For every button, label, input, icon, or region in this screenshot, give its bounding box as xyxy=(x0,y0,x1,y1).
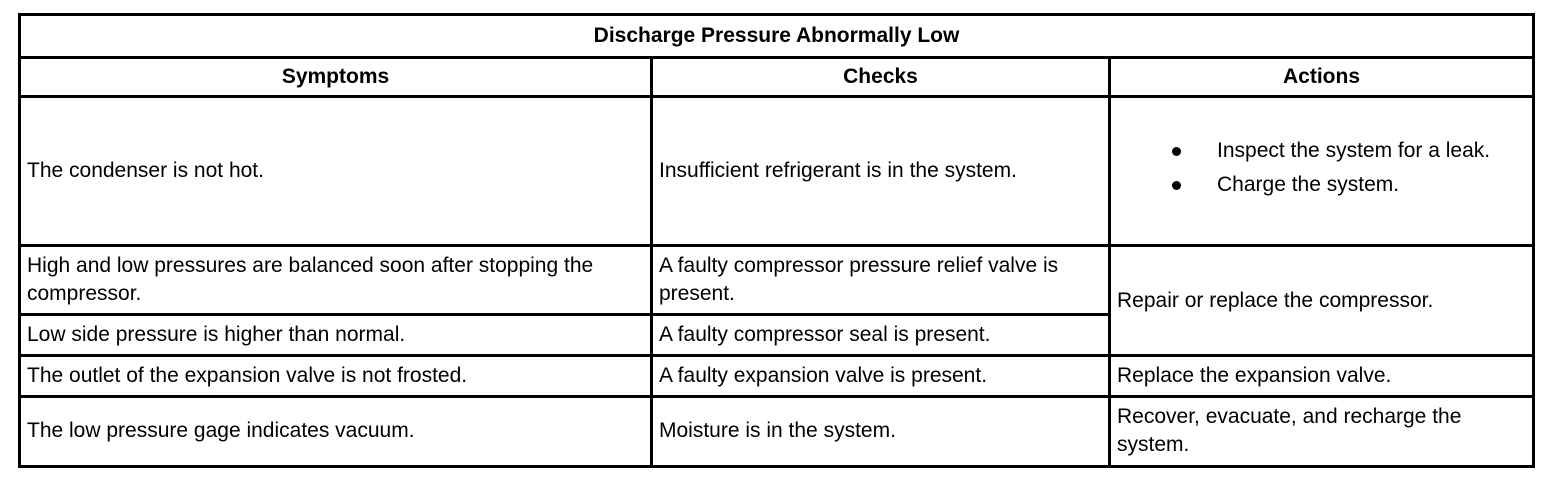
check-cell: A faulty expansion valve is present. xyxy=(652,356,1110,397)
action-text: Charge the system. xyxy=(1217,172,1400,196)
bullet-icon xyxy=(1172,181,1181,190)
check-cell: Insufficient refrigerant is in the system. xyxy=(652,96,1110,246)
table-row xyxy=(20,396,1534,466)
check-cell: Moisture is in the system. xyxy=(652,396,1110,466)
list-item xyxy=(1117,137,1526,165)
table-title: Discharge Pressure Abnormally Low xyxy=(20,15,1534,58)
action-cell: Repair or replace the compressor. xyxy=(1110,246,1534,356)
table-row xyxy=(20,96,1534,246)
header-actions: Actions xyxy=(1110,57,1534,96)
table-row xyxy=(20,246,1534,315)
bullet-icon xyxy=(1172,147,1181,156)
check-cell: A faulty compressor seal is present. xyxy=(652,315,1110,356)
action-text: Inspect the system for a leak. xyxy=(1217,138,1491,162)
action-cell: Recover, evacuate, and recharge the system. xyxy=(1110,396,1534,466)
symptom-cell: The outlet of the expansion valve is not frosted. xyxy=(20,356,652,397)
troubleshooting-table xyxy=(18,13,1535,468)
symptom-cell: Low side pressure is higher than normal. xyxy=(20,315,652,356)
check-cell: A faulty compressor pressure relief valve is present. xyxy=(652,246,1110,315)
action-cell xyxy=(1110,96,1534,246)
table-row xyxy=(20,356,1534,397)
action-list xyxy=(1117,137,1526,199)
header-checks: Checks xyxy=(652,57,1110,96)
list-item xyxy=(1117,171,1526,199)
symptom-cell: The condenser is not hot. xyxy=(20,96,652,246)
action-cell: Replace the expansion valve. xyxy=(1110,356,1534,397)
symptom-cell: High and low pressures are balanced soon after stopping the compressor. xyxy=(20,246,652,315)
symptom-cell: The low pressure gage indicates vacuum. xyxy=(20,396,652,466)
header-symptoms: Symptoms xyxy=(20,57,652,96)
